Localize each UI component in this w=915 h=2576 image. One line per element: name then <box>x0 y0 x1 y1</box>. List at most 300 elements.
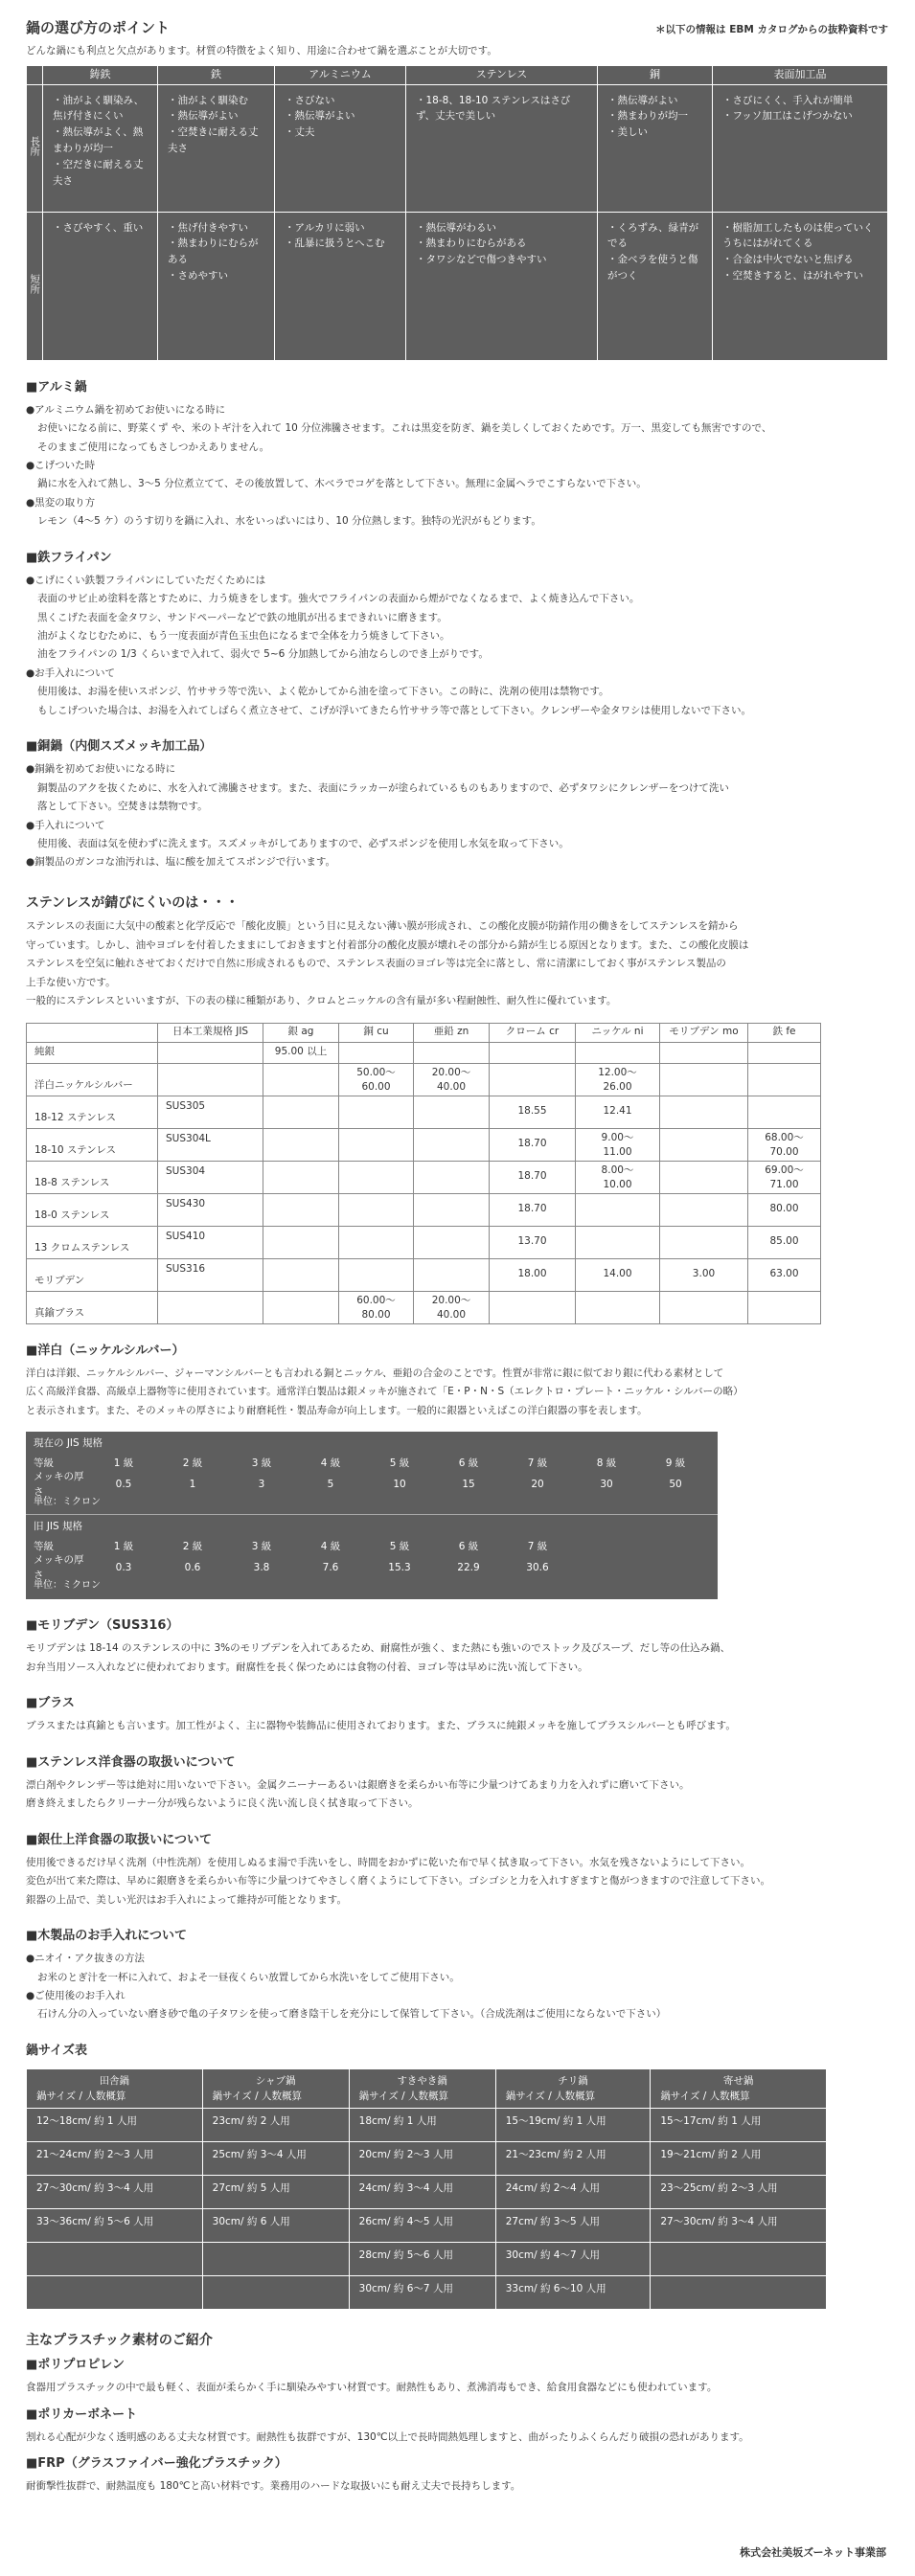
cell-item: ・乱暴に扱うとへこむ <box>285 237 385 250</box>
pot-cell: 25cm/ 約 3～4 人用 <box>202 2142 349 2176</box>
steel-value-cell <box>576 1063 660 1096</box>
text-line: 石けん分の入っていない磨き砂で亀の子タワシを使って磨き陰干しを充分にして保管して下さい。（合成洗剤はご使用にならないで下さい） <box>37 2008 667 2021</box>
steel-value-cell <box>414 1063 490 1096</box>
cell-text: 40.00 <box>436 1308 467 1321</box>
steel-jis-cell <box>158 1161 263 1193</box>
pot-column-header <box>651 2068 827 2109</box>
section-title-wood: ■木製品のお手入れについて <box>26 1928 188 1943</box>
pot-cell: 33～36cm/ 約 5～6 人用 <box>27 2209 203 2243</box>
jis-old-grades <box>34 1536 710 1557</box>
text-line: 洋白は洋銀、ニッケルシルバー、ジャーマンシルバーとも言われる銅とニッケル、亜鉛の合金のことです。性質が非常に銀に似ており銀に代わる素材として <box>26 1367 724 1379</box>
section-stainless <box>26 917 888 1010</box>
cell-item: ・樹脂加工したものは使っていくうちにはがれてくる <box>722 221 874 250</box>
pot-cell <box>651 2276 827 2310</box>
cell-item: ・さびない <box>285 94 335 106</box>
steel-value-cell <box>414 1291 490 1323</box>
steel-value-cell <box>414 1193 490 1226</box>
pot-header-row <box>27 2068 827 2109</box>
jis-cell: 4 級 <box>320 1457 341 1469</box>
jis-current-caption: 現在の JIS 規格 <box>34 1437 103 1449</box>
steel-row <box>27 1193 821 1226</box>
steel-value-cell <box>576 1193 660 1226</box>
comparison-cell <box>598 84 713 212</box>
steel-value-cell <box>660 1063 748 1096</box>
steel-jis-cell <box>158 1258 263 1291</box>
jis-grade-label: 等級 <box>34 1457 54 1469</box>
steel-name-cell <box>27 1063 158 1096</box>
text-line: 使用後は、お湯を使いスポンジ、竹ササラ等で洗い、よく乾かしてから油を塗って下さい。この時に、洗剤の使用は禁物です。 <box>37 686 609 698</box>
pot-cell: 24cm/ 約 3～4 人用 <box>349 2176 495 2209</box>
pot-cell <box>27 2276 203 2310</box>
pot-cell: 30cm/ 約 4～7 人用 <box>495 2243 651 2276</box>
cell-text: SUS304L <box>166 1132 211 1144</box>
comparison-row <box>27 212 888 360</box>
text-line: 表面のサビ止め塗料を落とすために、力う焼きをします。強火でフライパンの表面から煙がでなくなるまで、よく焼き込んで下さい。 <box>37 593 640 605</box>
steel-value-cell <box>660 1193 748 1226</box>
text-line: 守っています。しかし、油やヨゴレを付着したままにしておきますと付着部分の酸化皮膜が壊れその部分から錆が生じる原因となります。また、この酸化皮膜は <box>26 938 749 951</box>
jis-cell: 20 <box>531 1478 544 1490</box>
section-copper <box>26 760 888 872</box>
pot-cell: 24cm/ 約 2～4 人用 <box>495 2176 651 2209</box>
steel-column-header: モリブデン mo <box>660 1023 748 1042</box>
text-line: 使用後、表面は気を使わずに洗えます。スズメッキがしてありますので、必ずスポンジを使用し水気を取って下さい。 <box>37 837 569 849</box>
steel-row <box>27 1063 821 1096</box>
pot-sub-header: 鍋サイズ / 人数概算 <box>358 2090 449 2103</box>
text-line: もしこげついた場合は、お湯を入れてしばらく煮立させて、こげが浮いてきたら竹ササラ等で落として下さい。クレンザーや金タワシは使用しないで下さい。 <box>37 704 752 716</box>
jis-old-caption: 旧 JIS 規格 <box>34 1521 83 1532</box>
row-label-text: 長所 <box>29 136 41 157</box>
steel-row <box>27 1096 821 1128</box>
cell-item: ・さびやすく、重い <box>53 221 144 234</box>
cell-text: 69.00～ <box>765 1164 804 1176</box>
text-line: と表示されます。また、そのメッキの厚さにより耐磨耗性・製品寿命が向上します。一般的に銀器といえばこの洋白銀器の事を表します。 <box>26 1404 648 1416</box>
text-line: レモン（4～5 ケ）のうす切りを鍋に入れ、水をいっぱいにはり、10 分位熱します。独特の光沢がもどります。 <box>37 515 541 528</box>
pot-cell <box>202 2276 349 2310</box>
text-line: 使用後できるだけ早く洗剤（中性洗剤）を使用しぬるま湯で手洗いをし、時間をおかずに乾いた布で早く拭き取って下さい。水気を残さないようにして下さい。 <box>26 1856 750 1868</box>
steel-value-cell <box>263 1161 339 1193</box>
cell-item: ・18-8、18-10 ステンレスはさびず、丈夫で美しい <box>416 94 571 123</box>
steel-value-cell <box>660 1226 748 1258</box>
jis-old-thickness <box>34 1553 710 1581</box>
steel-value-cell <box>576 1161 660 1193</box>
steel-value-cell <box>263 1258 339 1291</box>
steel-name-cell <box>27 1128 158 1161</box>
steel-jis-cell <box>158 1291 263 1323</box>
comparison-corner <box>27 65 43 84</box>
comparison-cell <box>43 212 158 360</box>
section-title-brass: ■ブラス <box>26 1695 75 1710</box>
pot-cell: 21～23cm/ 約 2 人用 <box>495 2142 651 2176</box>
cell-item: ・油がよく馴染む <box>168 94 248 106</box>
cell-item: ・熱伝導がよい <box>168 110 239 123</box>
steel-header-row <box>27 1023 821 1042</box>
cell-item: ・空だきに耐える丈夫さ <box>53 158 144 187</box>
steel-value-cell <box>414 1042 490 1063</box>
text-line: ステンレスの表面に大気中の酸素と化学反応で「酸化皮膜」という目に見えない薄い膜が形成され、この酸化皮膜が防錆作用の働きをしてステンレスを錆から <box>26 920 739 933</box>
cell-text: SUS305 <box>166 1099 206 1112</box>
pot-column-header <box>202 2068 349 2109</box>
text-line: 油がよくなじむために、もう一度表面が青色玉虫色になるまで全体を力う焼きして下さい。 <box>37 630 450 643</box>
cell-text: 60.00 <box>361 1080 391 1093</box>
steel-value-cell <box>339 1161 414 1193</box>
cell-item: ・空焚きすると、はがれやすい <box>722 269 863 282</box>
cell-item: ・焦げ付きやすい <box>168 221 248 234</box>
cell-item: ・熱伝導がよい <box>607 94 678 106</box>
steel-value-cell <box>576 1226 660 1258</box>
jis-cell: 1 級 <box>113 1457 134 1469</box>
jis-current-thickness <box>34 1470 710 1498</box>
pot-type: 田舎鍋 <box>99 2074 130 2087</box>
jis-cell: 1 級 <box>113 1540 134 1552</box>
steel-column-header: 銀 ag <box>263 1023 339 1042</box>
steel-row <box>27 1258 821 1291</box>
pot-cell: 28cm/ 約 5～6 人用 <box>349 2243 495 2276</box>
steel-value-cell <box>660 1042 748 1063</box>
cell-text: SUS430 <box>166 1197 206 1209</box>
cell-text: 95.00 以上 <box>274 1046 328 1058</box>
header <box>26 17 888 39</box>
comparison-cell <box>43 84 158 212</box>
text-line: そのままご使用になってもさしつかえありません。 <box>37 441 270 453</box>
cell-item: ・熱伝導がよい <box>285 110 355 123</box>
pot-column-header <box>495 2068 651 2109</box>
pot-cell: 30cm/ 約 6～7 人用 <box>349 2276 495 2310</box>
steel-column-header: 銅 cu <box>339 1023 414 1042</box>
section-nickel <box>26 1365 888 1420</box>
section-title-plastic: 主なプラスチック素材のご紹介 <box>26 2333 213 2349</box>
cell-text: 60.00～ <box>356 1294 396 1306</box>
cell-text: 9.00～ <box>601 1131 634 1143</box>
steel-value-cell <box>748 1096 821 1128</box>
jis-current-grades <box>34 1453 710 1474</box>
steel-body <box>27 1042 821 1323</box>
cell-text: 18.55 <box>517 1105 547 1118</box>
cell-text: 18-8 ステンレス <box>34 1177 110 1189</box>
text-line: モリブデンは 18-14 のステンレスの中に 3%のモリブデンを入れてあるため、耐腐性が強く、また熱にも強いのでストック及びスープ、だし等の仕込み鍋、 <box>26 1642 731 1655</box>
jis-cell: 15 <box>462 1478 475 1490</box>
cell-text: 13 クロムステンレス <box>34 1242 130 1254</box>
steel-value-cell <box>576 1096 660 1128</box>
jis-divider <box>26 1514 718 1515</box>
cell-item: ・アルカリに弱い <box>285 221 365 234</box>
steel-value-cell <box>490 1226 576 1258</box>
column-header: ステンレス <box>406 65 598 84</box>
pot-row <box>27 2109 827 2142</box>
steel-name-cell <box>27 1258 158 1291</box>
pot-cell <box>202 2243 349 2276</box>
text-line: 変色が出て来た際は、早めに銀磨きを柔らかい布等に少量つけてやさしく磨くようにして下さい。ゴシゴシと力を入れすぎますと傷がつきますので注意して下さい。 <box>26 1875 770 1887</box>
text-line: お弁当用ソース入れなどに使われております。耐腐性を長く保つためには食物の付着、ヨゴレ等は早めに洗い流して下さい。 <box>26 1661 588 1673</box>
steel-value-cell <box>414 1096 490 1128</box>
text-line: 磨き終えましたらクリーナー分が残らないように良く洗い流し良く拭き取って下さい。 <box>26 1797 419 1810</box>
section-title-copper: ■銅鍋（内側スズメッキ加工品） <box>26 739 213 755</box>
text-line: ブラスまたは真鍮とも言います。加工性がよく、主に器物や装飾品に使用されております。また、ブラスに純銀メッキを施してブラスシルバーとも呼びます。 <box>26 1720 736 1732</box>
text-line: 広く高級洋食器、高級卓上器物等に使用されています。通常洋白製品は銀メッキが施されて「E・P・N・S（エレクトロ・プレート・ニッケル・シルバーの略） <box>26 1386 743 1398</box>
steel-value-cell <box>263 1063 339 1096</box>
steel-value-cell <box>263 1128 339 1161</box>
cell-text: モリブデン <box>34 1275 85 1287</box>
column-header: 鋳鉄 <box>43 65 158 84</box>
jis-cell: 5 級 <box>389 1457 410 1469</box>
jis-cell: 3 級 <box>251 1540 272 1552</box>
section-title-moly: ■モリブデン（SUS316） <box>26 1618 179 1633</box>
steel-value-cell <box>414 1258 490 1291</box>
steel-value-cell <box>748 1226 821 1258</box>
comparison-row <box>27 84 888 212</box>
text-line: ●銅製品のガンコな油汚れは、塩に酸を加えてスポンジで行います。 <box>26 856 336 869</box>
steel-row <box>27 1226 821 1258</box>
jis-cell: 5 <box>327 1478 334 1490</box>
pot-cell: 27～30cm/ 約 3～4 人用 <box>27 2176 203 2209</box>
pot-type: すきやき鍋 <box>397 2074 447 2087</box>
text-line: 上手な使い方です。 <box>26 976 116 988</box>
steel-value-cell <box>748 1193 821 1226</box>
steel-column-header <box>27 1023 158 1042</box>
section-iron <box>26 572 888 720</box>
steel-jis-cell <box>158 1096 263 1128</box>
cell-item: ・金ベラを使うと傷がつく <box>607 254 698 282</box>
cell-text: 11.00 <box>603 1145 632 1158</box>
steel-value-cell <box>339 1193 414 1226</box>
pot-cell: 21～24cm/ 約 2～3 人用 <box>27 2142 203 2176</box>
text-line: ●手入れについて <box>26 819 105 831</box>
text-line: ●黒変の取り方 <box>26 496 96 508</box>
pot-type: 寄せ鍋 <box>722 2074 754 2087</box>
cell-item: ・フッソ加工はこげつかない <box>722 110 853 123</box>
pot-sub-header: 鍋サイズ / 人数概算 <box>660 2090 750 2103</box>
jis-thickness-label: メッキの厚さ <box>34 1553 84 1581</box>
cell-text: 3.00 <box>692 1268 716 1280</box>
pot-cell <box>651 2243 827 2276</box>
pot-cell: 18cm/ 約 1 人用 <box>349 2109 495 2142</box>
steel-value-cell <box>490 1128 576 1161</box>
column-header: 銅 <box>598 65 713 84</box>
jis-grade-label: 等級 <box>34 1540 54 1552</box>
text-line: 漂白剤やクレンザー等は絶対に用いないで下さい。金属クニーナーあるいは銀磨きを柔らかい布等に少量つけてあまり力を入れずに磨いて下さい。 <box>26 1778 690 1791</box>
column-header: 鉄 <box>158 65 275 84</box>
cell-text: 80.00 <box>361 1308 391 1321</box>
steel-value-cell <box>490 1042 576 1063</box>
steel-value-cell <box>576 1291 660 1323</box>
steel-value-cell <box>263 1042 339 1063</box>
steel-name-cell <box>27 1226 158 1258</box>
comparison-cell <box>713 84 888 212</box>
company-name: 株式会社美坂ズーネット事業部 <box>740 2546 886 2559</box>
text-line: ●銅鍋を初めてお使いになる時に <box>26 763 176 776</box>
cell-text: 10.00 <box>603 1178 632 1190</box>
cell-item: ・丈夫 <box>285 126 315 139</box>
text-line: 割れる心配が少なく透明感のある丈夫な材質です。耐熱性も抜群ですが、130℃以上で長時間熱処理しますと、曲がったりふくらんだり破損の恐れがあります。 <box>26 2430 749 2443</box>
jis-cell: 3 級 <box>251 1457 272 1469</box>
pot-cell: 15～19cm/ 約 1 人用 <box>495 2109 651 2142</box>
cell-text: 50.00～ <box>356 1066 396 1078</box>
pot-cell: 20cm/ 約 2～3 人用 <box>349 2142 495 2176</box>
material-comparison-table <box>26 65 888 361</box>
jis-cell: 3 <box>258 1478 265 1490</box>
steel-value-cell <box>660 1291 748 1323</box>
pot-cell: 26cm/ 約 4～5 人用 <box>349 2209 495 2243</box>
cell-item: ・空焚きに耐える丈夫さ <box>168 126 259 154</box>
jis-cell: 50 <box>669 1478 682 1490</box>
steel-value-cell <box>263 1096 339 1128</box>
pot-cell: 12～18cm/ 約 1 人用 <box>27 2109 203 2142</box>
plastic-pc-title: ■ポリカーボネート <box>26 2407 138 2422</box>
text-line: ●ニオイ・アク抜きの方法 <box>26 1953 145 1965</box>
cell-item: ・タワシなどで傷つきやすい <box>416 254 547 266</box>
pot-cell: 23cm/ 約 2 人用 <box>202 2109 349 2142</box>
steel-value-cell <box>660 1258 748 1291</box>
steel-value-cell <box>490 1063 576 1096</box>
text-line: ●アルミニウム鍋を初めてお使いになる時に <box>26 403 226 416</box>
cell-text: 純銀 <box>34 1046 55 1058</box>
jis-cell: 30.6 <box>526 1561 549 1573</box>
pot-cell: 33cm/ 約 6～10 人用 <box>495 2276 651 2310</box>
comparison-cell <box>275 212 406 360</box>
pot-column-header <box>27 2068 203 2109</box>
steel-value-cell <box>748 1291 821 1323</box>
text-line: 一般的にステンレスといいますが、下の表の様に種類があり、クロムとニッケルの含有量が多い程耐蝕性、耐久性に優れています。 <box>26 995 617 1007</box>
steel-column-header: ニッケル ni <box>576 1023 660 1042</box>
section-title-nickel: ■洋白（ニッケルシルバー） <box>26 1343 185 1358</box>
cell-item: ・熱まわりにむらがある <box>168 237 259 266</box>
text-line: ●こげにくい鉄製フライパンにしていただくためには <box>26 574 266 586</box>
jis-unit: 単位：ミクロン <box>34 1497 101 1507</box>
source-note: ＊以下の情報は EBM カタログからの抜粋資料です <box>655 24 888 35</box>
steel-value-cell <box>490 1291 576 1323</box>
steel-value-cell <box>414 1226 490 1258</box>
section-title-alumi: ■アルミ鍋 <box>26 379 87 395</box>
pot-type: チリ鍋 <box>558 2074 588 2087</box>
text-line: 銅製品のアクを抜くために、水を入れて沸騰させます。また、表面にラッカーが塗られているものもありますので、必ずタワシにクレンザーをつけて洗い <box>37 781 729 794</box>
steel-value-cell <box>414 1161 490 1193</box>
text-line: 鍋に水を入れて熱し、3～5 分位煮立てて、その後放置して、木ベラでコゲを落として下さい。無理に金属ヘラでこすらないで下さい。 <box>37 478 647 490</box>
section-title-stain-care: ■ステンレス洋食器の取扱いについて <box>26 1754 236 1770</box>
cell-text: 18.00 <box>517 1268 547 1280</box>
jis-cell: 5 級 <box>389 1540 410 1552</box>
jis-cell: 15.3 <box>388 1561 411 1573</box>
text-line: 黒くこげた表面を金タワシ、サンドペーパーなどで鉄の地肌が出るまできれいに磨きます。 <box>37 611 447 623</box>
text-line: お使いになる前に、野菜くず や、米のトギ汁を入れて 10 分位沸騰させます。これは黒変を防ぎ、鍋を美しくしておくためです。万一、黒変しても無害ですので、 <box>37 422 772 435</box>
cell-item: ・くろずみ、緑青がでる <box>607 221 699 250</box>
cell-item: ・熱伝導がわるい <box>416 221 496 234</box>
jis-cell: 0.6 <box>184 1561 201 1573</box>
section-silver-care <box>26 1854 888 1909</box>
plastic-frp-title: ■FRP（グラスファイバー強化プラスチック） <box>26 2456 287 2472</box>
jis-cell: 7 級 <box>527 1540 548 1552</box>
column-header: 表面加工品 <box>713 65 888 84</box>
pot-size-table <box>26 2068 827 2311</box>
steel-value-cell <box>490 1161 576 1193</box>
document <box>26 17 888 2497</box>
text-line: ●ご使用後のお手入れ <box>26 1989 126 2001</box>
comparison-cell <box>406 212 598 360</box>
jis-cell: 30 <box>600 1478 613 1490</box>
text-line: ステンレスを空気に触れさせておくだけで自然に形成されるもので、ステンレス表面のヨゴレ等は完全に落とし、常に清潔にしておく事がステンレス製品の <box>26 958 726 970</box>
section-stain-care <box>26 1776 888 1814</box>
cell-text: SUS410 <box>166 1230 206 1242</box>
steel-column-header: クローム cr <box>490 1023 576 1042</box>
pot-cell: 23～25cm/ 約 2～3 人用 <box>651 2176 827 2209</box>
cell-text: 12.41 <box>603 1105 632 1118</box>
pot-cell: 19～21cm/ 約 2 人用 <box>651 2142 827 2176</box>
text-line: ●お手入れについて <box>26 667 115 679</box>
pot-sub-header: 鍋サイズ / 人数概算 <box>212 2090 303 2103</box>
pot-row <box>27 2142 827 2176</box>
section-title-stainless: ステンレスが錆びにくいのは・・・ <box>26 894 240 911</box>
page-title: 鍋の選び方のポイント <box>26 19 171 36</box>
pot-cell: 27cm/ 約 3～5 人用 <box>495 2209 651 2243</box>
cell-text: 80.00 <box>769 1203 799 1215</box>
steel-value-cell <box>263 1291 339 1323</box>
cell-text: 71.00 <box>769 1178 799 1190</box>
section-alumi <box>26 401 888 531</box>
steel-value-cell <box>339 1291 414 1323</box>
cell-text: 18-12 ステンレス <box>34 1112 117 1124</box>
section-moly <box>26 1639 888 1677</box>
steel-value-cell <box>576 1128 660 1161</box>
cell-item: ・熱まわりにむらがある <box>416 237 527 250</box>
cell-text: 63.00 <box>769 1268 799 1280</box>
steel-value-cell <box>490 1193 576 1226</box>
cell-item: ・美しい <box>607 126 648 139</box>
steel-value-cell <box>339 1258 414 1291</box>
steel-name-cell <box>27 1193 158 1226</box>
pot-cell: 27cm/ 約 5 人用 <box>202 2176 349 2209</box>
jis-cell: 0.3 <box>115 1561 132 1573</box>
steel-name-cell <box>27 1042 158 1063</box>
steel-value-cell <box>339 1128 414 1161</box>
cell-text: SUS304 <box>166 1164 206 1177</box>
steel-jis-cell <box>158 1128 263 1161</box>
lead-text: どんな鍋にも利点と欠点があります。材質の特徴をよく知り、用途に合わせて鍋を選ぶことが大切です。 <box>26 45 497 57</box>
comparison-cell <box>275 84 406 212</box>
pot-row <box>27 2209 827 2243</box>
jis-cell: 7 級 <box>527 1457 548 1469</box>
column-header: アルミニウム <box>275 65 406 84</box>
cell-item: ・熱伝導がよく、熱まわりが均一 <box>53 126 144 154</box>
jis-cell: 10 <box>393 1478 406 1490</box>
pot-cell: 15～17cm/ 約 1 人用 <box>651 2109 827 2142</box>
section-title-potsize: 鍋サイズ表 <box>26 2043 87 2058</box>
steel-column-header: 亜鉛 zn <box>414 1023 490 1042</box>
steel-jis-cell <box>158 1063 263 1096</box>
cell-text: 20.00～ <box>431 1066 471 1078</box>
steel-row <box>27 1042 821 1063</box>
pot-row <box>27 2243 827 2276</box>
steel-value-cell <box>660 1161 748 1193</box>
cell-item: ・熱まわりが均一 <box>607 110 688 123</box>
text-line: ●こげついた時 <box>26 459 96 471</box>
steel-value-cell <box>748 1063 821 1096</box>
stainless-composition-table <box>26 1023 821 1324</box>
comparison-cell <box>598 212 713 360</box>
text-line: 落として下さい。空焚きは禁物です。 <box>37 801 208 813</box>
steel-value-cell <box>490 1258 576 1291</box>
row-label <box>27 84 43 212</box>
jis-cell: 0.5 <box>115 1478 132 1490</box>
comparison-cell <box>158 212 275 360</box>
jis-cell: 4 級 <box>320 1540 341 1552</box>
steel-value-cell <box>576 1042 660 1063</box>
steel-value-cell <box>748 1161 821 1193</box>
cell-text: 18.70 <box>517 1203 547 1215</box>
comparison-header-row <box>27 65 888 84</box>
jis-cell: 6 級 <box>458 1540 479 1552</box>
steel-row <box>27 1128 821 1161</box>
jis-cell: 2 級 <box>182 1457 203 1469</box>
cell-item: ・さめやすい <box>168 269 228 282</box>
steel-value-cell <box>263 1193 339 1226</box>
